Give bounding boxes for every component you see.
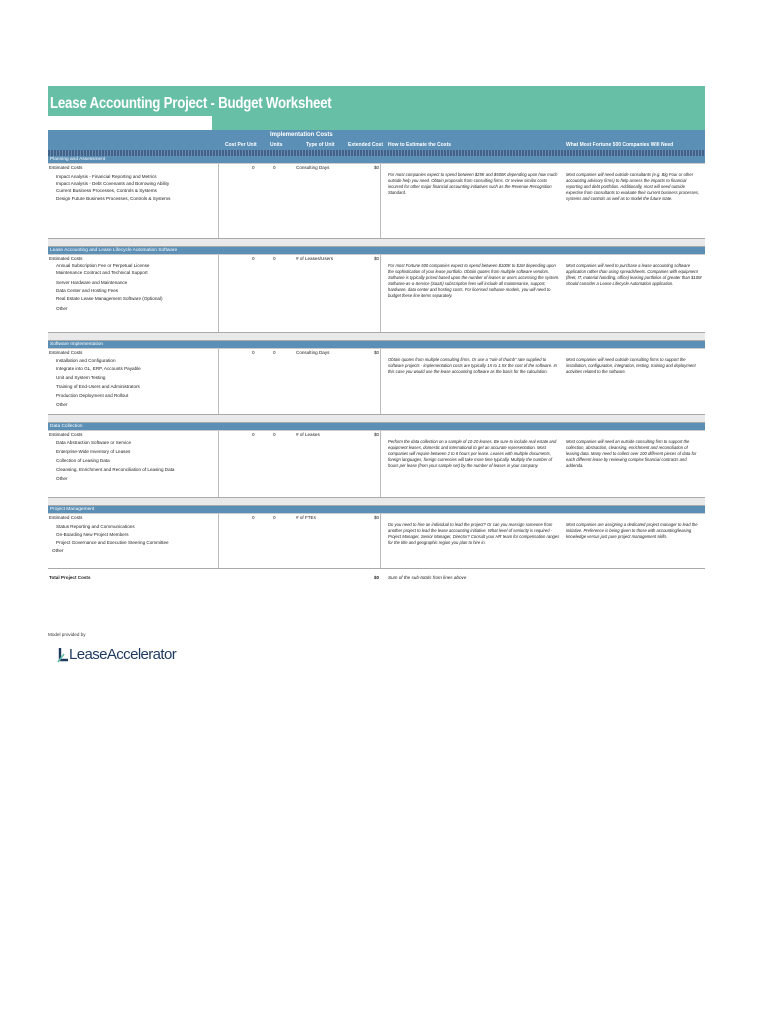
fortune-500-note: Most companies will need outside consultants (e.g. Big Four or other accounting advisory firms) to help assess the impacts to financial reporting and debt portfolios. Additionally, most will need outside expertise from consultants to evaluate their current business processes, systems and controls as well as to model the future state. <box>566 172 700 201</box>
how-to-estimate-note: Do you need to hire an individual to lead the project? Or can you reassign someone from another project to lead the lease accounting initiative. What level of seniority is required - Project Manager, Senior Manager, Director? Consult your HR team for compensation ranges for the title and geographic region you plan to hire in. <box>388 522 560 545</box>
how-to-estimate-note: Perform the data collection on a sample of 10-20 leases. Be sure to include real estate and equipment leases, domestic and international to get an accurate representation. Most companies will require between 2 to 8 hours per lease. Leases with multiple documents, foreign languages, foreign currencies will take more time typically. Multiply the number of hours per lease (from your sample set) by the number of leases in your company. <box>388 439 557 468</box>
total-label: Total Project Costs <box>49 575 91 580</box>
unit-type-value: # of Leases <box>296 432 320 437</box>
section-body <box>48 163 705 238</box>
estimated-costs-label: Estimated Costs <box>49 515 83 520</box>
list-item: Data Center and Hosting Fees <box>56 288 119 293</box>
fortune-500-note: Most companies will need to purchase a lease accounting software application rather than using spreadsheets. Companies with equipment (fleet, IT, material handling, office) leasing portfolios of greater than $10M should consider a Lease Lifecycle Automation application. <box>566 263 702 286</box>
list-item: Other <box>56 476 68 481</box>
list-item: Current Business Processes, Controls & Systems <box>56 188 157 193</box>
title-notch <box>48 116 212 130</box>
section-title: Lease Accounting and Lease Lifecycle Automation Software <box>48 247 705 254</box>
list-item: Server Hardware and Maintenance <box>56 280 128 285</box>
cost-per-unit-value[interactable]: 0 <box>252 515 255 520</box>
page-title: Lease Accounting Project - Budget Worksheet <box>50 95 332 112</box>
estimated-costs-label: Estimated Costs <box>49 256 83 261</box>
list-item: Design Future Business Processes, Controls & Systems <box>56 196 171 201</box>
col-extended-cost: Extended Cost <box>348 142 384 148</box>
section-title: Project Management <box>48 506 705 513</box>
list-item: Impact Analysis - Financial Reporting and Metrics <box>56 174 157 179</box>
col-how-to-estimate: How to Estimate the Costs <box>388 142 452 148</box>
section-title: Planning and Assessment <box>48 156 705 163</box>
list-item: On-Boarding New Project Members <box>56 532 129 537</box>
logo-text: LeaseAccelerator <box>69 646 177 663</box>
cost-per-unit-value[interactable]: 0 <box>252 432 255 437</box>
cost-per-unit-value[interactable]: 0 <box>252 350 255 355</box>
cost-per-unit-value[interactable]: 0 <box>252 256 255 261</box>
unit-type-value: Consulting Days <box>296 165 330 170</box>
list-item: Impact Analysis - Debt Covenants and Borrowing Ability <box>56 181 170 186</box>
section-body <box>48 254 705 332</box>
estimated-costs-label: Estimated Costs <box>49 350 83 355</box>
extended-cost-value: $0 <box>374 432 380 437</box>
list-item: Training of End-Users and Administrators <box>56 384 140 389</box>
how-to-estimate-note: Obtain quotes from multiple consulting firms. Or use a "rule of thumb" rate supplied to software projects - implementation costs are typically 1X to 1.5X the cost of the software. In this case you would use the lease accounting software as the basis for the calculation. <box>388 357 557 374</box>
list-item: Collection of Leasing Data <box>56 458 110 463</box>
list-item: Enterprise-Wide Inventory of Leases <box>56 449 131 454</box>
fortune-500-note: Most companies will need outside consulting firms to support the installation, configuration, integration, testing, training and deployment activities related to the software. <box>566 357 696 374</box>
list-item: Project Governance and Executive Steering Committee <box>56 540 169 545</box>
col-cost-per-unit: Cost Per Unit <box>225 142 257 148</box>
column-header <box>48 130 705 150</box>
list-item: Installation and Configuration <box>56 358 116 363</box>
unit-type-value: # of Leases/Users <box>296 256 334 261</box>
section-project-management <box>48 506 705 569</box>
extended-cost-value: $0 <box>374 350 380 355</box>
unit-type-value: # of FTEs <box>296 515 316 520</box>
section-data-collection <box>48 423 705 506</box>
implementation-costs-heading: Implementation Costs <box>270 132 333 138</box>
total-value: $0 <box>374 575 380 580</box>
list-item: Status Reporting and Communications <box>56 524 135 529</box>
estimated-costs-label: Estimated Costs <box>49 432 83 437</box>
list-item: Annual Subscription Fee or Perpetual License <box>56 263 150 268</box>
list-item: Other <box>56 306 68 311</box>
total-note: Sum of the sub-totals from lines above <box>388 575 467 580</box>
how-to-estimate-note: For most companies expect to spend between $25K and $500K depending upon how much outside help you need. Obtain proposals from consulting firms. Or review similar costs incurred for other major financial accounting initiatives such as the Revenue Recognition Standard. <box>388 172 558 195</box>
col-units: Units <box>270 142 283 148</box>
list-item: Maintenance Contract and Technical Support <box>56 270 148 275</box>
extended-cost-value: $0 <box>374 256 380 261</box>
list-item: Other <box>56 402 68 407</box>
section-body <box>48 348 705 414</box>
footer <box>48 632 177 663</box>
fortune-500-note: Most companies are assigning a dedicated project manager to lead the initiative. Preference is being given to those with accounting/leasing knowledge versus just pure project management skills. <box>566 522 698 539</box>
section-separator <box>48 238 705 247</box>
section-title: Software Implementation <box>48 341 705 348</box>
model-provided-by: Model provided by <box>48 632 86 637</box>
section-separator <box>48 332 705 341</box>
how-to-estimate-note: For most Fortune 500 companies expect to spend between $100K to $1M depending upon the sophistication of your lease portfolio. Obtain quotes from multiple software vendors. Software is typically priced based upon the number of leases or users accessing the system. Software-as-a-Service (SaaS) subscription fees will include all maintenance, support, hardware, data center and hosting costs. For licensed software models, you will need to budget these line items separately. <box>388 263 560 298</box>
units-value[interactable]: 0 <box>273 432 276 437</box>
cost-per-unit-value[interactable]: 0 <box>252 165 255 170</box>
list-item: Unit and System Testing <box>56 375 106 380</box>
list-item: Production Deployment and Rollout <box>56 393 129 398</box>
section-separator <box>48 414 705 423</box>
lease-accelerator-logo-icon <box>57 647 69 663</box>
section-implementation <box>48 341 705 423</box>
col-fortune-500: What Most Fortune 500 Companies Will Need <box>566 142 674 148</box>
col-type-of-unit: Type of Unit <box>306 142 335 148</box>
company-logo <box>57 646 176 663</box>
section-separator <box>48 497 705 506</box>
section-title: Data Collection <box>48 423 705 430</box>
section-software <box>48 247 705 341</box>
section-body <box>48 430 705 497</box>
fortune-500-note: Most companies will need an outside consulting firm to support the collection, abstraction, cleansing, enrichment and reconciliation of leasing data. Many need to collect over 100 different pieces of data for each different lease by reviewing complex financial contracts and addenda. <box>566 439 697 468</box>
units-value[interactable]: 0 <box>273 165 276 170</box>
units-value[interactable]: 0 <box>273 350 276 355</box>
list-item: Real Estate Lease Management Software (Optional) <box>56 296 163 301</box>
list-item: Cleansing, Enrichment and Reconciliation of Leasing Data <box>56 467 175 472</box>
section-body <box>48 513 705 569</box>
list-item: Data Abstraction Software or Service <box>56 440 132 445</box>
list-item: Integrate into GL, ERP, Accounts Payable <box>56 366 141 371</box>
units-value[interactable]: 0 <box>273 256 276 261</box>
section-planning <box>48 156 705 247</box>
unit-type-value: Consulting Days <box>296 350 330 355</box>
total-row <box>48 569 705 585</box>
estimated-costs-label: Estimated Costs <box>49 165 83 170</box>
list-item: Other <box>52 548 64 553</box>
title-bar <box>48 86 705 130</box>
units-value[interactable]: 0 <box>273 515 276 520</box>
extended-cost-value: $0 <box>374 515 380 520</box>
budget-worksheet <box>48 86 705 585</box>
extended-cost-value: $0 <box>374 165 380 170</box>
